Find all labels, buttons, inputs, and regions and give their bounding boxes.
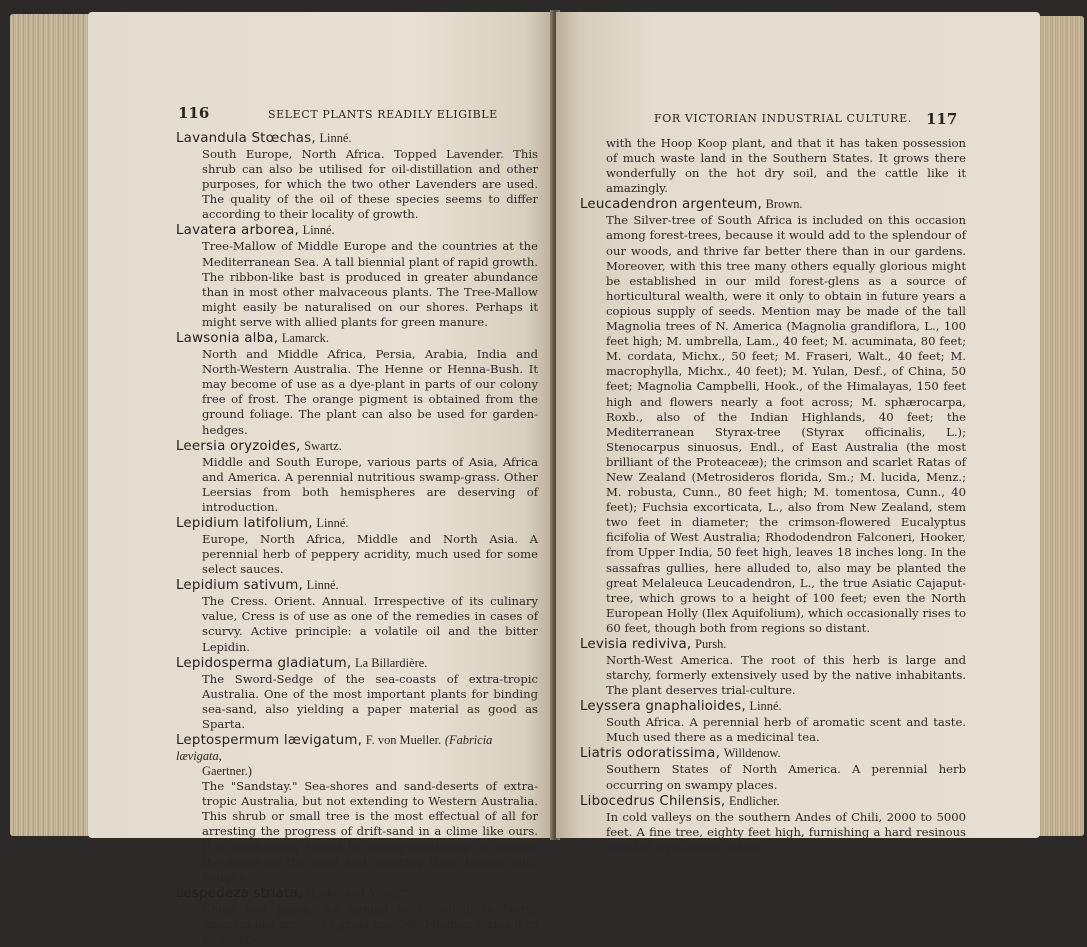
plant-authority: Linné. bbox=[319, 131, 352, 145]
plant-entry bbox=[176, 222, 538, 330]
left-page-edges bbox=[10, 14, 92, 836]
plant-authority: Swartz. bbox=[304, 438, 342, 453]
plant-description-text: The "Sandstay." Sea-shores and sand-deserts of extra-tropic Australia, but not extending to Western Australia. This shrub or small tree is the most effectual of all for arresting the progress of drift-sand in a clime like ours. It is most easily raised by simply scattering in autumn the seeds on the sand and covering them loosely with boughs. bbox=[202, 779, 538, 884]
plant-authority: Linné. bbox=[749, 699, 782, 714]
plant-description: South Africa. A perennial herb of aromatic scent and taste. Much used there as a medicinal tea. bbox=[606, 715, 966, 745]
running-head: SELECT PLANTS READILY ELIGIBLE bbox=[268, 108, 498, 121]
plant-authority: Brown. bbox=[765, 197, 803, 212]
plant-authority: Linné. bbox=[302, 223, 335, 238]
right-page-edges bbox=[1036, 16, 1084, 836]
plant-entry bbox=[176, 330, 538, 438]
running-head: FOR VICTORIAN INDUSTRIAL CULTURE. bbox=[654, 112, 912, 125]
plant-description bbox=[176, 764, 538, 885]
plant-authority: Lamarck. bbox=[281, 331, 329, 346]
page-number: 117 bbox=[926, 110, 958, 128]
open-book bbox=[4, 4, 1083, 947]
page-number: 116 bbox=[178, 104, 210, 122]
plant-entry bbox=[580, 698, 966, 745]
plant-entry bbox=[176, 655, 538, 732]
plant-authority: F. von Mueller. bbox=[365, 733, 442, 747]
plant-name: Lepidosperma gladiatum, bbox=[176, 655, 352, 671]
left-page bbox=[88, 12, 554, 947]
plant-name: Leyssera gnaphalioides, bbox=[580, 699, 746, 715]
plant-description: In cold valleys on the southern Andes of Chili, 2000 to 5000 feet. A fine tree, eighty feet high, furnishing a hard resinous wood of a yellowish colour. bbox=[606, 809, 966, 854]
plant-description: Europe, North Africa, Middle and North Asia. A perennial herb of peppery acridity, much used for some select sauces. bbox=[202, 531, 538, 577]
plant-entry bbox=[580, 636, 966, 698]
plant-entry bbox=[580, 196, 966, 636]
plant-name: Leucadendron argenteum, bbox=[580, 197, 762, 213]
plant-name: Lepidium latifolium, bbox=[176, 515, 313, 531]
right-page bbox=[556, 12, 1040, 854]
plant-entry bbox=[176, 577, 538, 654]
plant-authority: Hooker and Arnott.* bbox=[306, 885, 409, 900]
plant-name: Lavandula Stœchas, bbox=[176, 131, 316, 146]
plant-authority: Endlicher. bbox=[729, 793, 780, 808]
plant-entry bbox=[580, 745, 966, 792]
plant-name: Levisia rediviva, bbox=[580, 637, 692, 652]
plant-synonym: (Fabricia lævigata, bbox=[176, 733, 493, 763]
plant-description: The Sword-Sedge of the sea-coasts of extra-tropic Australia. One of the most important plants for binding sea-sand, also yielding a paper material as good as Sparta. bbox=[202, 671, 538, 731]
plant-entry bbox=[176, 732, 538, 885]
plant-authority: La Billardière. bbox=[355, 655, 428, 670]
plant-description: The Silver-tree of South Africa is included on this occasion among forest-trees, because it would add to the splendour of our woods, and thrive far better there than in our gardens. Moreover, with this tree many others equally glorious might be established in our mild forest-glens as a source of horticultural wealth, were it only to obtain in future years a copious supply of seeds. Mention may be made of the tall Magnolia trees of N. America (Magnolia grandiflora, L., 100 feet high; M. umbrella, Lam., 40 feet; M. acuminata, 80 feet; M. cordata, Michx., 50 feet; M. Fraseri, Walt., 40 feet; M. macrophylla, Michx., 40 feet); M. Yulan, Desf., of China, 50 feet; Magnolia Campbelli, Hook., of the Himalayas, 150 feet high and flowers nearly a foot across; M. sphærocarpa, Roxb., also of the Indian Highlands, 40 feet; the Mediterranean Styrax-tree (Styrax officinalis, L.); Stenocarpus sinuosus, Endl., of East Australia (the most brilliant of the Proteaceæ); the crimson and scarlet Ratas of New Zealand (Metrosideros florida, Sm.; M. lucida, Menz.; M. robusta, Cunn., 80 feet high; M. tomentosa, Cunn., 40 feet); Fuchsia excorticata, L., also from New Zealand, stem two feet in diameter; the crimson-flowered Eucalyptus ficifolia of West Australia; Rhododendron Falconeri, Hooker, from Upper India, 50 feet high, leaves 18 inches long. In the sassafras gullies, here alluded to, also may be planted the great Melaleuca Leucadendron, L., the true Asiatic Cajaput-tree, which grows to a height of 100 feet; even the North European Holly (Ilex Aquifolium), which occasionally rises to 60 feet, though both from regions so distant. bbox=[606, 213, 966, 635]
plant-name: Leersia oryzoides, bbox=[176, 438, 301, 454]
plant-description: Middle and South Europe, various parts of Asia, Africa and America. A perennial nutritious swamp-grass. Other Leersias from both hemispheres are deserving of introduction. bbox=[202, 454, 538, 514]
plant-description: China and Japan. An annual herb, which in North America has proved of great use. Mr. Meehan states it to be identical bbox=[202, 901, 538, 947]
plant-authority: Linné. bbox=[306, 578, 339, 593]
plant-entry bbox=[176, 130, 538, 222]
plant-description: Tree-Mallow of Middle Europe and the countries at the Mediterranean Sea. A tall biennial plant of rapid growth. The ribbon-like bast is produced in greater abundance than in most other malvaceous plants. The Tree-Mallow might easily be naturalised on our shores. Perhaps it might serve with allied plants for green manure. bbox=[202, 239, 538, 329]
plant-name: Liatris odoratissima, bbox=[580, 746, 721, 762]
plant-entry bbox=[176, 885, 538, 947]
plant-description: The Cress. Orient. Annual. Irrespective of its culinary value, Cress is of use as one of the remedies in cases of scurvy. Active principle: a volatile oil and the bitter Lepidin. bbox=[202, 594, 538, 654]
continued-text: with the Hoop Koop plant, and that it has taken possession of much waste land in the Southern States. It grows there wonderfully on the hot dry soil, and the cattle like it amazingly. bbox=[606, 136, 966, 196]
page-body bbox=[580, 136, 966, 855]
page-body bbox=[176, 130, 538, 947]
plant-entry bbox=[176, 438, 538, 515]
plant-authority: Linné. bbox=[316, 515, 349, 530]
plant-description: Southern States of North America. A perennial herb occurring on swampy places. bbox=[606, 762, 966, 792]
plant-description: North-West America. The root of this herb is large and starchy, formerly extensively used by the native inhabitants. The plant deserves trial-culture. bbox=[606, 653, 966, 698]
plant-authority: Pursh. bbox=[695, 637, 727, 651]
plant-entry bbox=[176, 515, 538, 577]
plant-authority: Willdenow. bbox=[723, 746, 781, 761]
plant-name: Lespedeza striata, bbox=[176, 885, 303, 901]
plant-entry bbox=[580, 793, 966, 855]
plant-description: North and Middle Africa, Persia, Arabia, India and North-Western Australia. The Henne or Henna-Bush. It may become of use as a dye-plant in parts of our colony free of frost. The orange pigment is obtained from the ground foliage. The plant can also be used for garden-hedges. bbox=[202, 347, 538, 437]
plant-name: Libocedrus Chilensis, bbox=[580, 793, 726, 809]
plant-description: South Europe, North Africa. Topped Lavender. This shrub can also be utilised for oil-distillation and other purposes, for which the two other Lavenders are used. The quality of the oil of these species seems to differ according to their locality of growth. bbox=[202, 147, 538, 222]
plant-name: Lawsonia alba, bbox=[176, 331, 279, 347]
plant-name: Lavatera arborea, bbox=[176, 223, 299, 239]
plant-name: Lepidium sativum, bbox=[176, 578, 303, 594]
synonym-author: Gaertner.) bbox=[202, 764, 252, 779]
plant-name: Leptospermum lævigatum, bbox=[176, 733, 363, 748]
